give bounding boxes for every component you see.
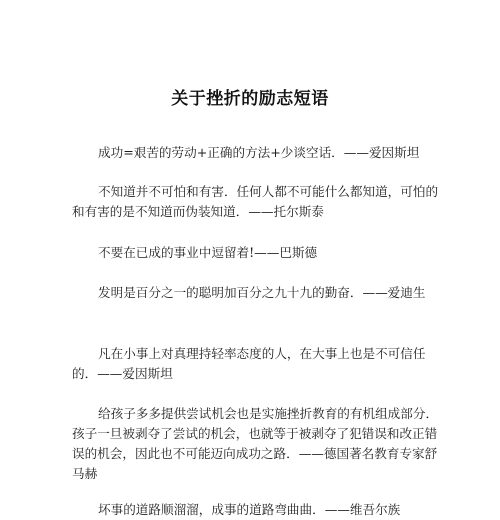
quote-paragraph: 给孩子多多提供尝试机会也是实施挫折教育的有机组成部分．孩子一旦被剥夺了尝试的机会，也就等于被剥夺了犯错误和改正错误的机会，因此也不可能迈向成功之路．——德国著名教育专家舒马赫 [72,406,439,481]
quote-paragraph: 不要在已成的事业中逗留着!——巴斯德 [98,245,318,260]
quote-paragraph: 成功=艰苦的劳动+正确的方法+少谈空话．——爱因斯坦 [98,145,420,160]
quote-paragraph: 凡在小事上对真理持轻率态度的人，在大事上也是不可信任的．——爱因斯坦 [72,346,426,381]
quote-paragraph: 坏事的道路顺溜溜，成事的道路弯曲曲．——维吾尔族 [98,502,401,517]
quote-paragraph: 发明是百分之一的聪明加百分之九十九的勤奋．——爱迪生 [98,285,426,300]
quote-paragraph: 不知道并不可怕和有害．任何人都不可能什么都知道，可怕的和有害的是不知道而伪装知道．——托尔斯泰 [72,184,439,219]
document-title: 关于挫折的励志短语 [171,89,329,109]
